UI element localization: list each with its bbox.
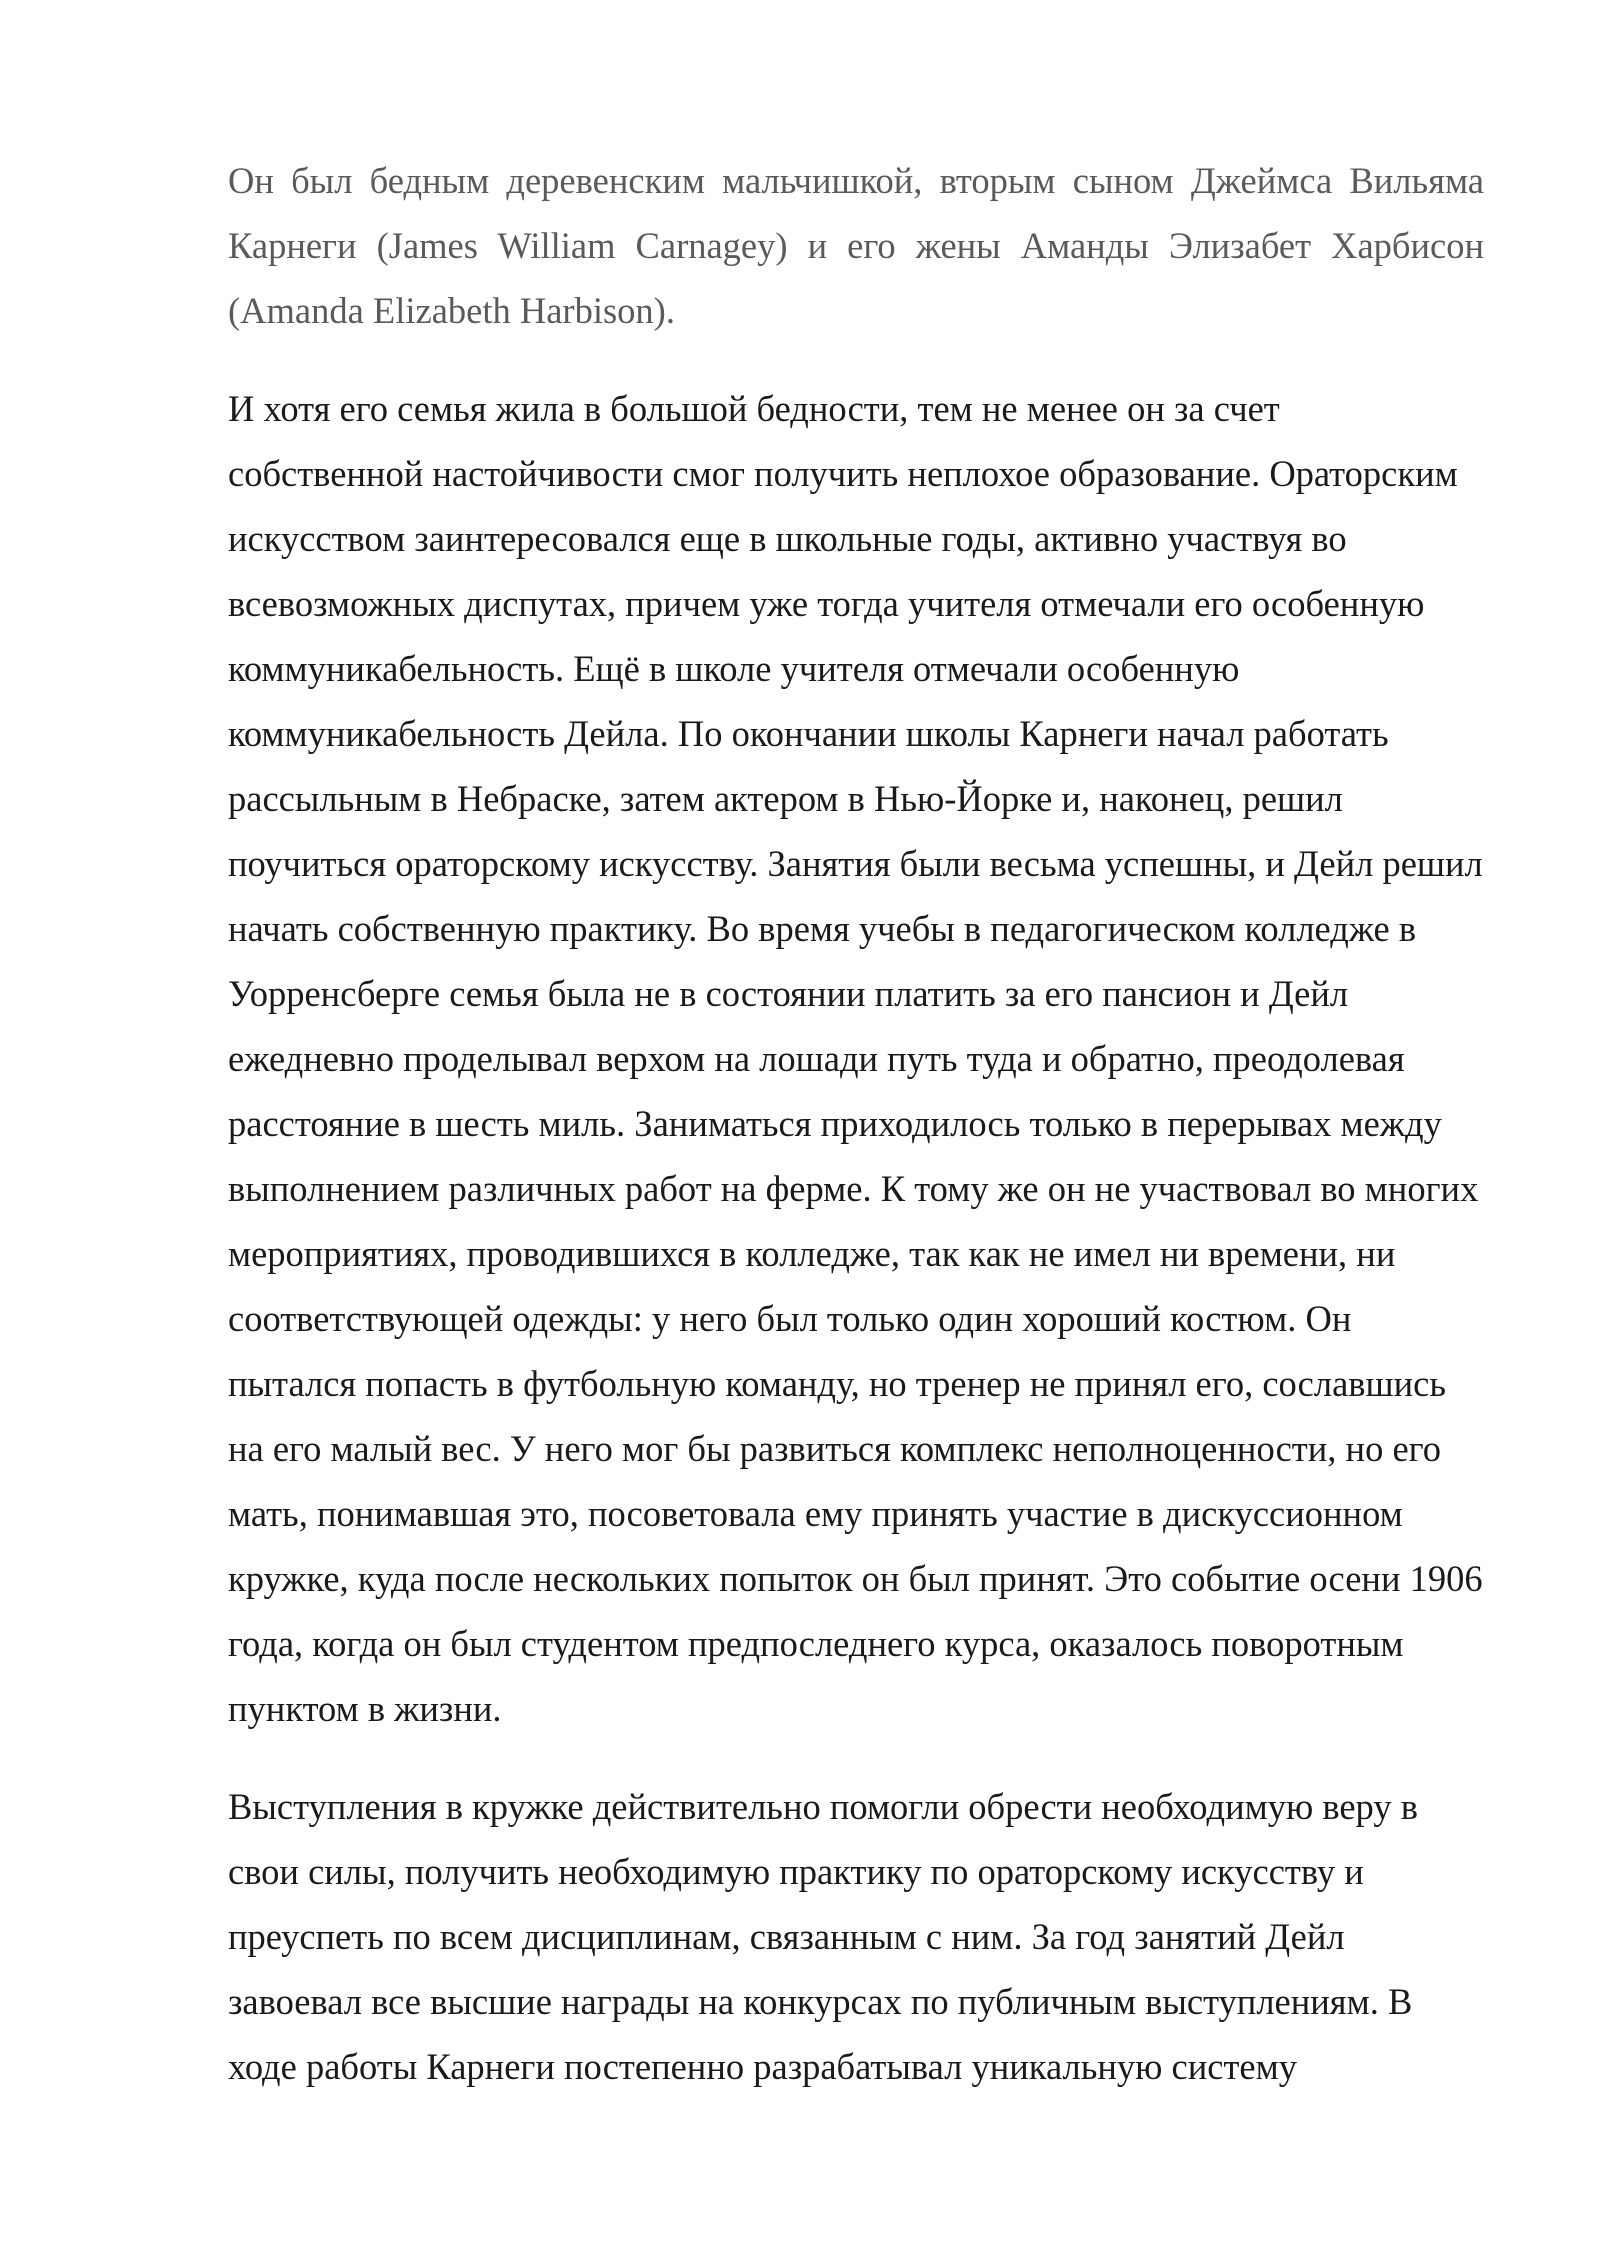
document-body	[228, 148, 1484, 2099]
paragraph-speaking-club: Выступления в кружке действительно помогли обрести необходимую веру в свои силы, получить необходимую практику по ораторскому искусству и преуспеть по всем дисциплинам, связанным с ним. За год занятий Дейл завоевал все высшие награды на конкурсах по публичным выступлениям. В ходе работы Карнеги постепенно разрабатывал уникальную систему	[228, 1786, 1418, 2087]
paragraph-biography: И хотя его семья жила в большой бедности, тем не менее он за счет собственной настойчивости смог получить неплохое образование. Ораторским искусством заинтересовался еще в школьные годы, активно участвуя во всевозможных диспутах, причем уже тогда учителя отмечали его особенную коммуникабельность. Ещё в школе учителя отмечали особенную коммуникабельность Дейла. По окончании школы Карнеги начал работать рассыльным в Небраске, затем актером в Нью-Йорке и, наконец, решил поучиться ораторскому искусству. Занятия были весьма успешны, и Дейл решил начать собственную практику. Во время учебы в педагогическом колледже в Уорренсберге семья была не в состоянии платить за его пансион и Дейл ежедневно проделывал верхом на лошади путь туда и обратно, преодолевая расстояние в шесть миль. Заниматься приходилось только в перерывах между выполнением различных работ на ферме. К тому же он не участвовал во многих мероприятиях, проводившихся в колледже, так как не имел ни времени, ни соответствующей одежды: у него был только один хороший костюм. Он пытался попасть в футбольную команду, но тренер не принял его, сославшись на его малый вес. У него мог бы развиться комплекс неполноценности, но его мать, понимавшая это, посоветовала ему принять участие в дискуссионном кружке, куда после нескольких попыток он был принят. Это событие осени 1906 года, когда он был студентом предпоследнего курса, оказалось поворотным пунктом в жизни.	[228, 388, 1483, 1729]
paragraph-intro: Он был бедным деревенским мальчишкой, вторым сыном Джеймса Вильяма Карнеги (James William Carnagey) и его жены Аманды Элизабет Харбисон (Amanda Elizabeth Harbison).	[228, 160, 1484, 331]
